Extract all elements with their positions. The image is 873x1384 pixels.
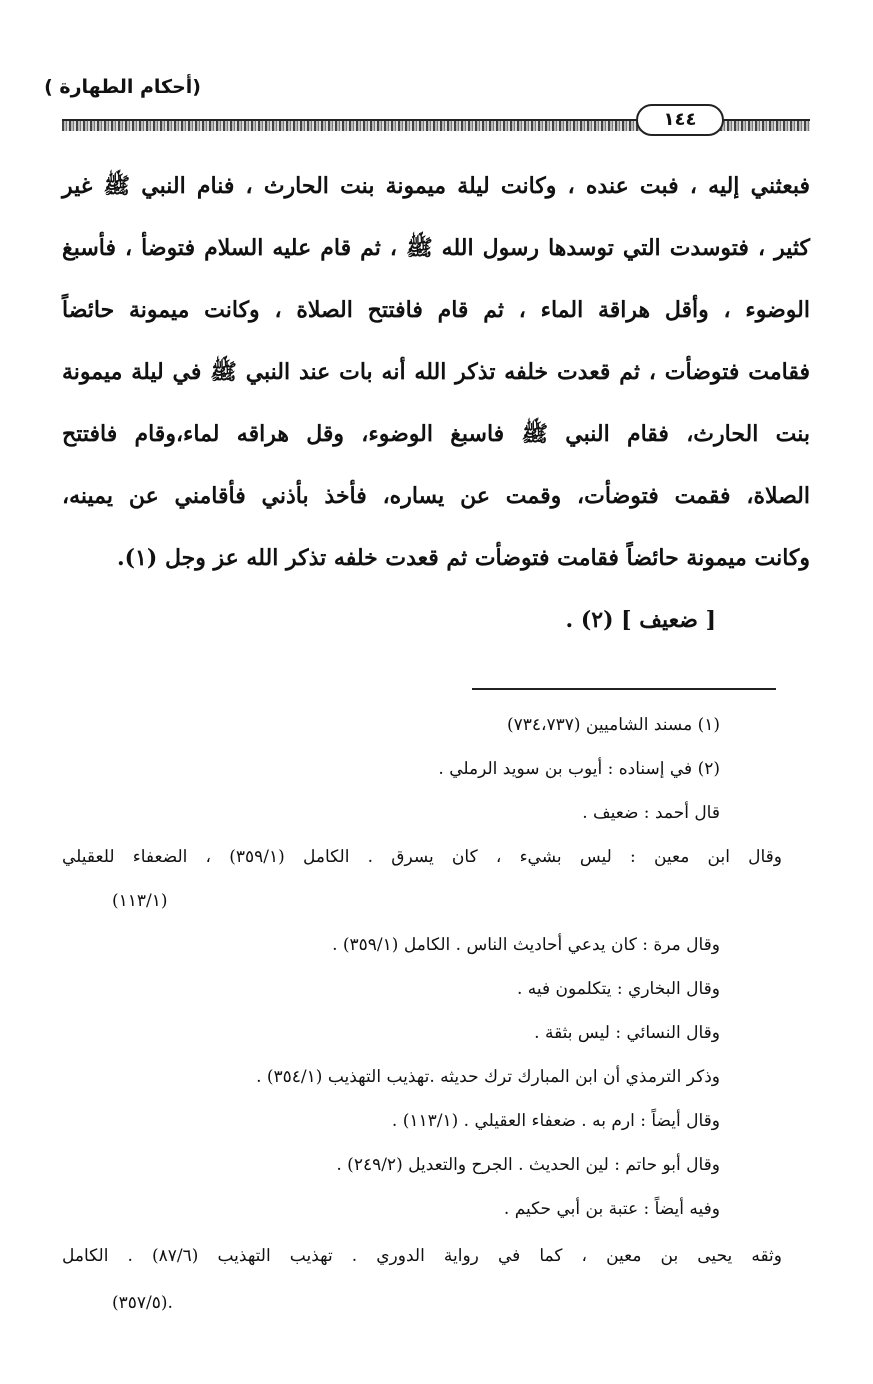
main-text-line: الصلاة، فقمت فتوضأت، وقمت عن يساره، فأخذ بأذني فأقامني عن يمينه،	[62, 483, 810, 509]
footnote-line: وقال ابن معين : ليس بشيء ، كان يسرق . الكامل (٣٥٩/١) ، الضعفاء للعقيلي	[62, 847, 782, 867]
main-text-line: كثير ، فتوسدت التي توسدها رسول الله ﷺ ، ثم قام عليه السلام فتوضأ ، فأسبغ	[62, 235, 810, 261]
footnote-line: وفيه أيضاً : عتبة بن أبي حكيم .	[503, 1199, 720, 1219]
main-text-line: بنت الحارث، فقام النبي ﷺ فاسبغ الوضوء، وقل هراقه لماء،وقام فافتتح	[62, 421, 810, 447]
footnote-separator	[472, 688, 776, 690]
footnote-line: (٢) في إسناده : أيوب بن سويد الرملي .	[438, 759, 720, 779]
page-number-badge: ١٤٤	[636, 104, 724, 136]
main-text-line: وكانت ميمونة حائضاً فقامت فتوضأت ثم قعدت خلفه تذكر الله عز وجل (١).	[116, 545, 810, 571]
footnotes-block	[62, 703, 782, 1325]
footnote-line: وذكر الترمذي أن ابن المبارك ترك حديثه .تهذيب التهذيب (٣٥٤/١) .	[256, 1067, 720, 1087]
footnote-line: وقال البخاري : يتكلمون فيه .	[516, 979, 720, 999]
footnote-line: وقال النسائي : ليس بثقة .	[534, 1023, 720, 1043]
main-text-line: فبعثني إليه ، فبت عنده ، وكانت ليلة ميمونة بنت الحارث ، فنام النبي ﷺ غير	[62, 173, 810, 199]
main-text-line: فقامت فتوضأت ، ثم قعدت خلفه تذكر الله أنه بات عند النبي ﷺ في ليلة ميمونة	[62, 359, 810, 385]
footnote-line: وقال مرة : كان يدعي أحاديث الناس . الكامل (٣٥٩/١) .	[332, 935, 720, 955]
footnote-line: قال أحمد : ضعيف .	[582, 803, 720, 823]
running-header-title: (أحكام الطهارة )	[44, 76, 201, 98]
footnote-line: .(٣٥٧/٥)	[112, 1293, 173, 1313]
footnote-line: وقال أيضاً : ارم به . ضعفاء العقيلي . (١١٣/١) .	[391, 1111, 720, 1131]
hadith-grade-verdict: [ ضعيف ] (٢) .	[565, 607, 716, 633]
footnote-line: (١١٣/١)	[112, 891, 168, 911]
footnote-line: وثقه يحيى بن معين ، كما في رواية الدوري . تهذيب التهذيب (٨٧/٦) . الكامل	[62, 1246, 783, 1266]
footnote-line: وقال أبو حاتم : لين الحديث . الجرح والتعديل (٢٤٩/٢) .	[336, 1155, 720, 1175]
footnote-line: (١) مسند الشاميين (٧٣٤،٧٣٧)	[506, 715, 720, 735]
main-text-block	[62, 155, 810, 651]
main-text-line: الوضوء ، وأقل هراقة الماء ، ثم قام فافتتح الصلاة ، وكانت ميمونة حائضاً	[62, 297, 810, 323]
